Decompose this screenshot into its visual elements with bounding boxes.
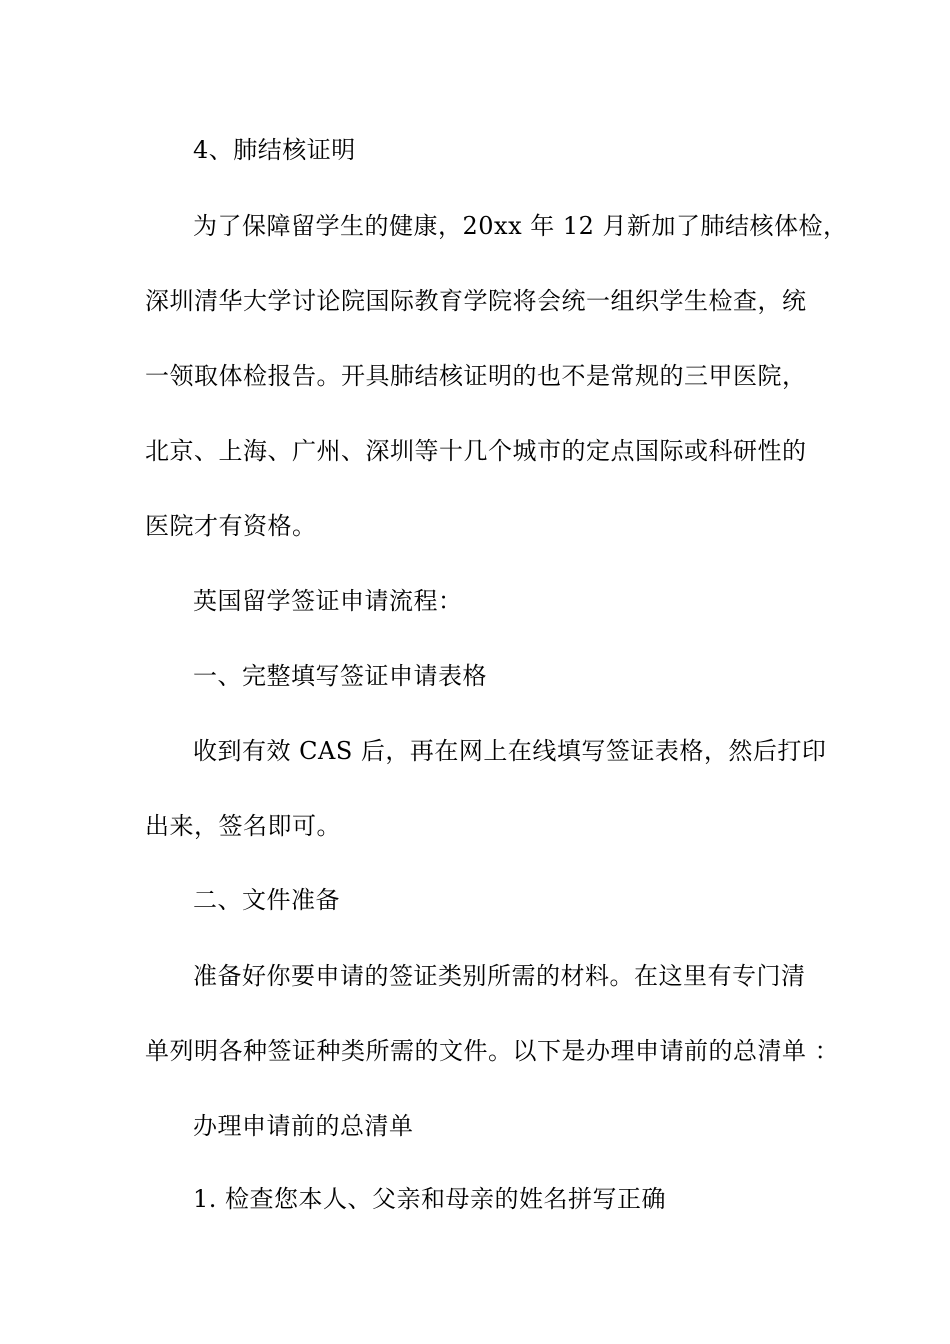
paragraph-line: 为了保障留学生的健康，20xx 年 12 月新加了肺结核体检， [193,212,848,240]
paragraph-line: 医院才有资格。 [145,512,317,540]
paragraph-line: 一领取体检报告。开具肺结核证明的也不是常规的三甲医院， [145,362,807,390]
paragraph-line: 收到有效 CAS 后，再在网上在线填写签证表格，然后打印 [193,737,827,765]
section-heading-tb-certificate: 4、肺结核证明 [193,136,356,164]
paragraph-line: 深圳清华大学讨论院国际教育学院将会统一组织学生检查，统 [145,287,807,315]
checklist-heading: 办理申请前的总清单 [193,1112,414,1140]
paragraph-line: 北京、上海、广州、深圳等十几个城市的定点国际或科研性的 [145,437,807,465]
paragraph-line: 单列明各种签证种类所需的文件。以下是办理申请前的总清单 ： [145,1037,840,1065]
paragraph-line: 准备好你要申请的签证类别所需的材料。在这里有专门清 [193,962,806,990]
checklist-item: 1. 检查您本人、父亲和母亲的姓名拼写正确 [193,1185,667,1213]
section-heading-visa-process: 英国留学签证申请流程： [193,587,463,615]
step-heading-documents: 二、文件准备 [193,886,340,914]
step-heading-fill-form: 一、完整填写签证申请表格 [193,662,487,690]
paragraph-line: 出来，签名即可。 [145,812,341,840]
